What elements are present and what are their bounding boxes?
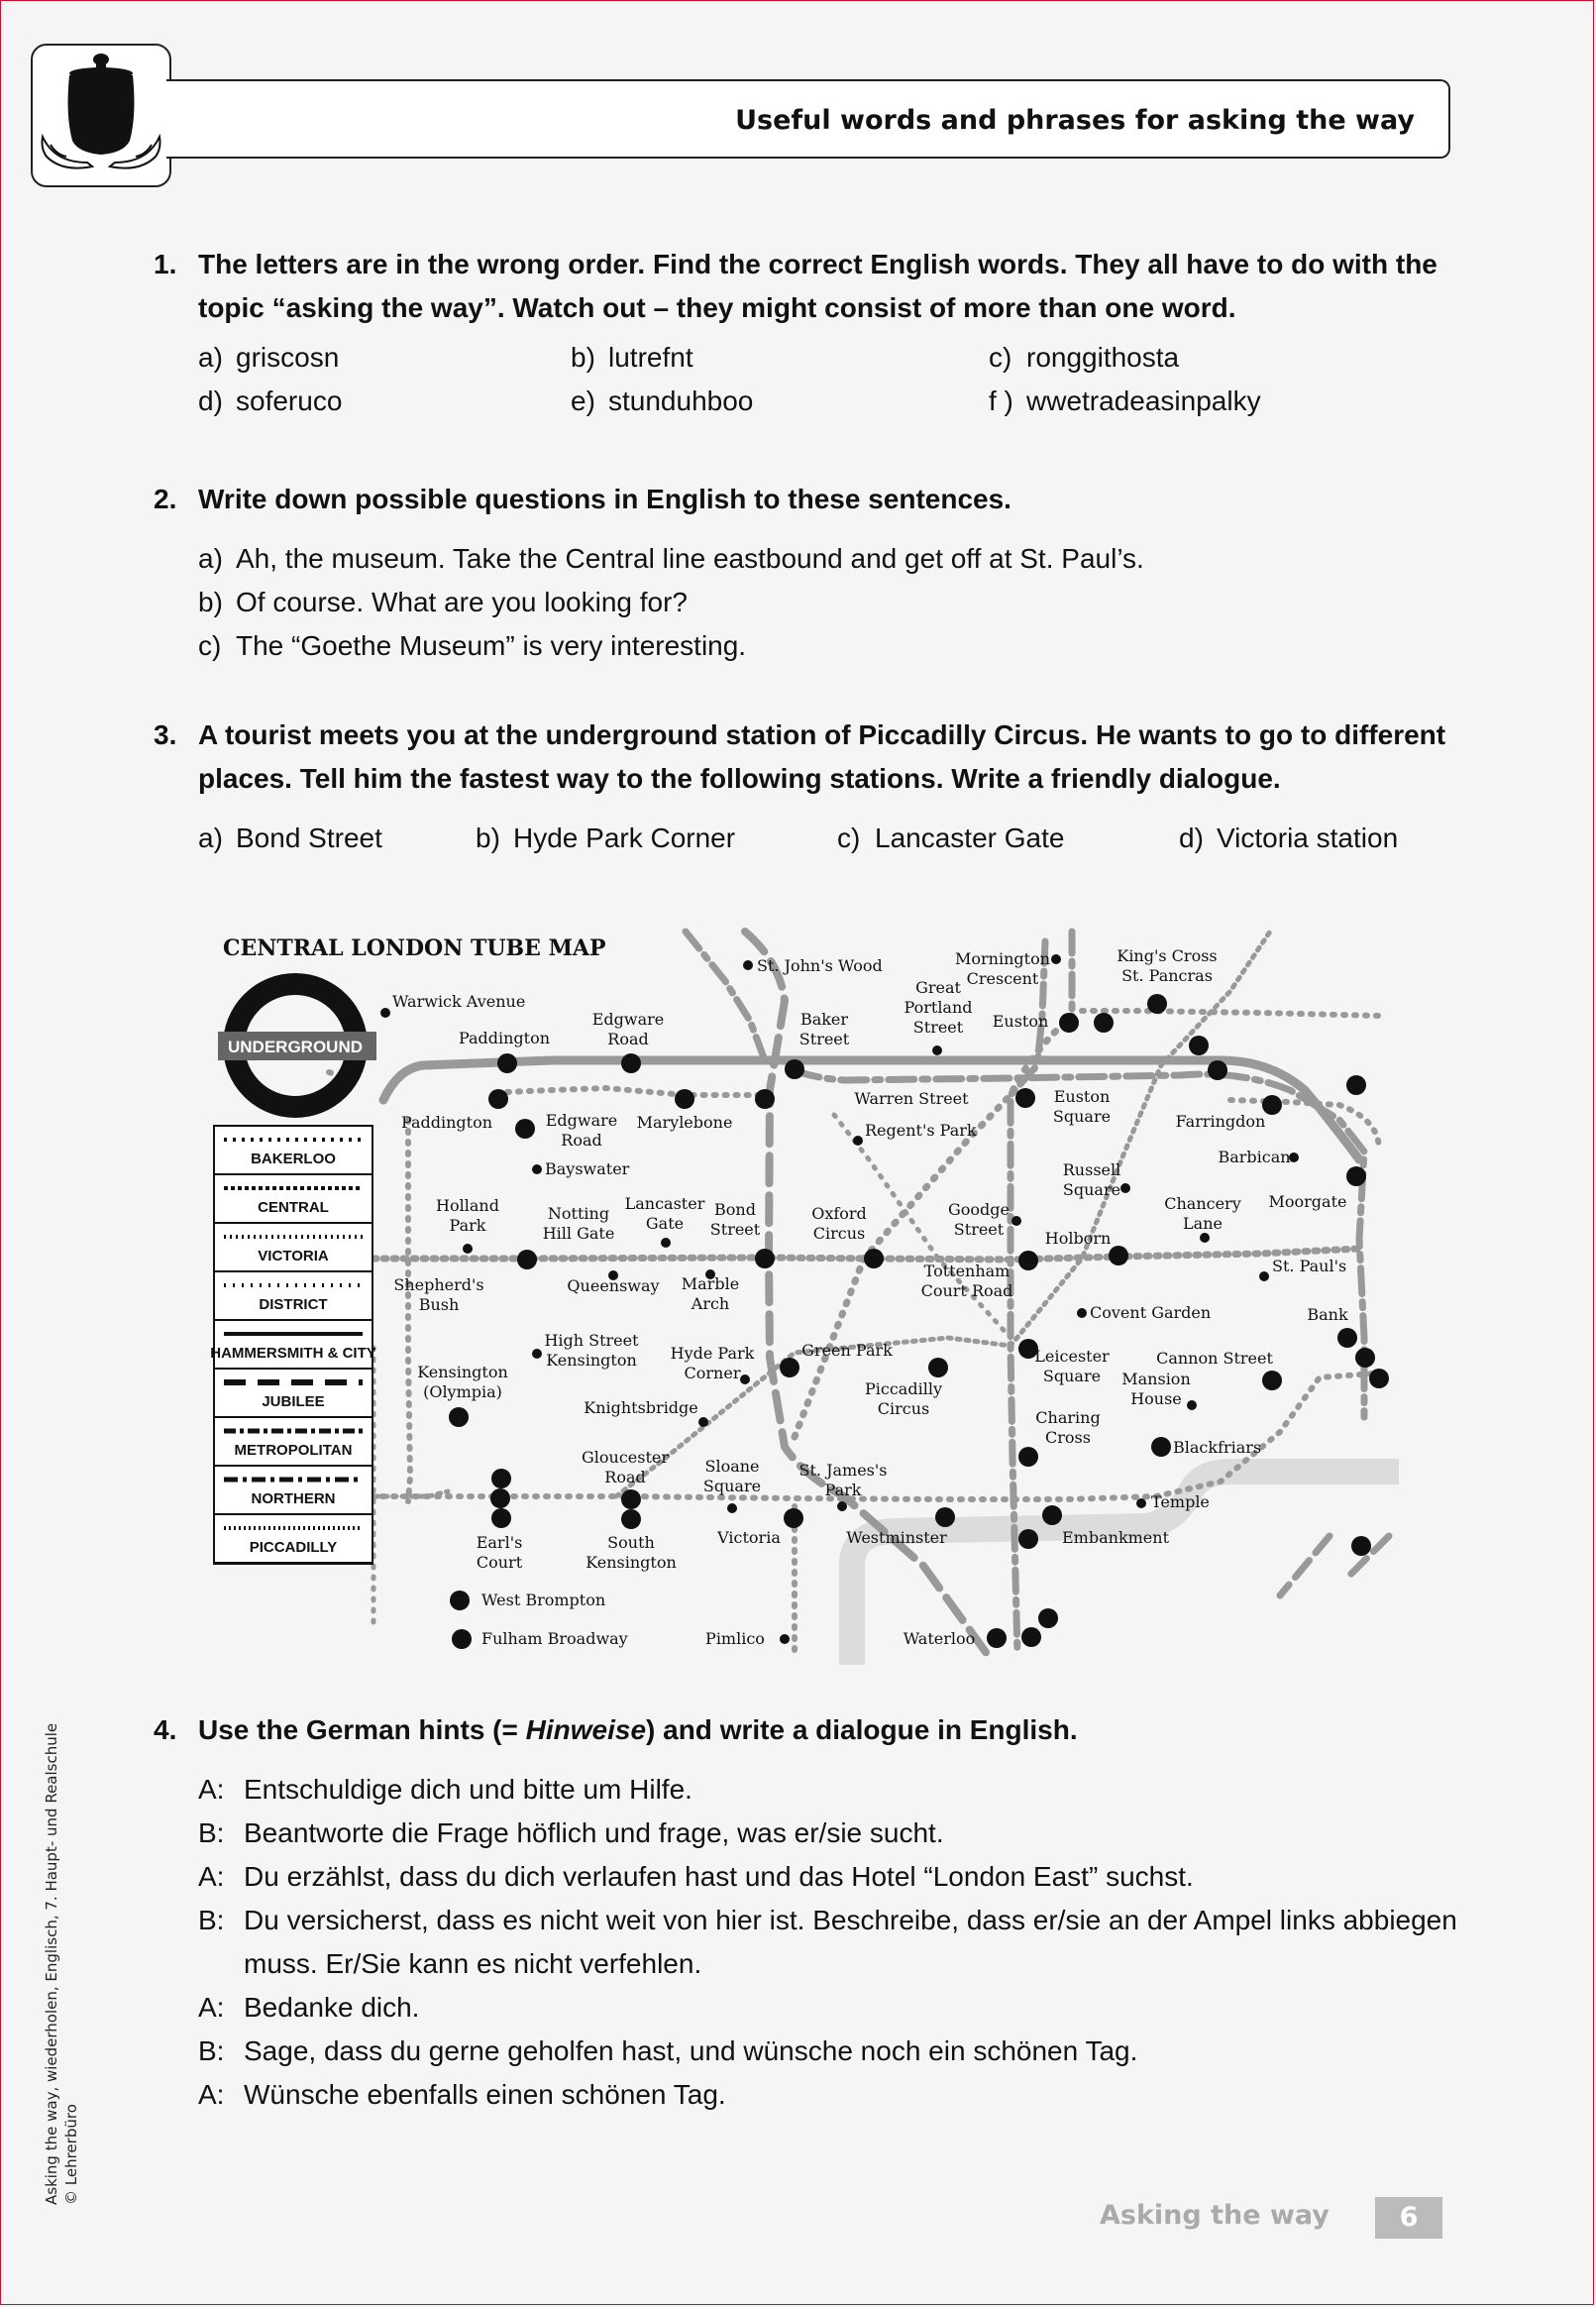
item-text: Ah, the museum. Take the Central line eastbound and get off at St. Paul’s. <box>236 543 1144 574</box>
station-label-covent-garden: Covent Garden <box>1090 1303 1212 1322</box>
exercise-instruction: A tourist meets you at the underground station of Piccadilly Circus. He wants to go to different places. Tell him the fastest way to the following stations. Write a friendly dialogue. <box>198 719 1446 794</box>
station-label-paddington-h: Paddington <box>458 1029 551 1047</box>
item-letter: d) <box>198 385 223 416</box>
station-label-barbican: Barbican <box>1218 1148 1291 1166</box>
station-label-notting-hill-gate: Notting Hill Gate <box>542 1204 615 1243</box>
station-label-cannon-street: Cannon Street <box>1156 1349 1273 1368</box>
dialogue-text: Bedanke dich. <box>244 1992 420 2023</box>
station-label-regents-park: Regent's Park <box>865 1121 977 1140</box>
dialogue-text: Beantworte die Frage höflich und frage, was er/sie sucht. <box>244 1817 944 1848</box>
legend-label: NORTHERN <box>251 1490 336 1507</box>
scrambled-word: griscosn <box>236 342 340 373</box>
station-label-leicester-square: Leicester Square <box>1034 1347 1110 1385</box>
tube-map <box>210 922 1399 1665</box>
station-label-pimlico: Pimlico <box>705 1629 765 1648</box>
legend-label: METROPOLITAN <box>234 1442 353 1459</box>
dialogue-text: Du versicherst, dass es nicht weit von hier ist. Beschreibe, dass er/sie an der Ampel links abbiegen muss. Er/Sie kann es nicht verfehlen. <box>244 1905 1457 1979</box>
station-label-euston-square: Euston Square <box>1052 1087 1112 1126</box>
word-row <box>154 380 1481 423</box>
list-item <box>198 537 1481 581</box>
station-label-hyde-park-corner: Hyde Park Corner <box>670 1344 755 1382</box>
exercise-number: 4. <box>154 1714 177 1745</box>
item-text: Of course. What are you looking for? <box>236 587 688 617</box>
station-targets-row <box>154 817 1481 860</box>
station-label-russell-square: Russell Square <box>1062 1160 1121 1199</box>
exercise-number: 1. <box>154 249 177 279</box>
item-letter: d) <box>1179 823 1204 853</box>
station-label-baker-street: Baker Street <box>798 1010 850 1048</box>
station-label-edgware-road-h: Edgware Road <box>591 1010 665 1048</box>
scrambled-word: wwetradeasinpalky <box>1026 385 1261 416</box>
station-label-high-street-kensington: High Street Kensington <box>544 1331 639 1370</box>
exercise-number: 2. <box>154 484 177 514</box>
instruction-part: ) and write a dialogue in English. <box>646 1714 1078 1745</box>
dialogue-line <box>198 1899 1481 1986</box>
exercise-4-question <box>154 1708 1481 1752</box>
dialogue-text: Du erzählst, dass du dich verlaufen hast und das Hotel “London East” suchst. <box>244 1861 1194 1892</box>
target-station: Lancaster Gate <box>875 823 1065 853</box>
station-label-mansion-house: Mansion House <box>1121 1370 1191 1408</box>
dialogue-line <box>198 1855 1481 1899</box>
speaker: B: <box>198 1905 225 1935</box>
station-label-gloucester-road: Gloucester Road <box>581 1448 670 1486</box>
station-label-mornington-crescent: Mornington Crescent <box>955 949 1050 988</box>
dialogue-list <box>198 1768 1481 2117</box>
station-label-bayswater: Bayswater <box>545 1159 630 1178</box>
station-label-victoria: Victoria <box>717 1528 781 1547</box>
legend-label: BAKERLOO <box>251 1151 336 1167</box>
station-label-fulham-broadway: Fulham Broadway <box>481 1629 628 1648</box>
speaker: A: <box>198 1774 225 1805</box>
item-text: The “Goethe Museum” is very interesting. <box>236 630 747 661</box>
pot-in-hands-icon <box>33 46 169 185</box>
station-label-st-johns-wood: St. John's Wood <box>757 956 883 975</box>
target-station: Hyde Park Corner <box>513 823 736 853</box>
station-label-green-park: Green Park <box>801 1341 893 1360</box>
station-label-charing-cross: Charing Cross <box>1035 1408 1101 1447</box>
roundel-label: UNDERGROUND <box>228 1038 363 1056</box>
item-letter: a) <box>198 543 223 574</box>
tube-map-graphic <box>210 922 1399 1665</box>
station-label-queensway: Queensway <box>567 1276 660 1295</box>
station-label-chancery-lane: Chancery Lane <box>1164 1194 1241 1233</box>
station-label-knightsbridge: Knightsbridge <box>584 1398 698 1417</box>
exercise-3 <box>154 714 1481 860</box>
station-label-euston: Euston <box>992 1012 1049 1031</box>
station-label-farringdon: Farringdon <box>1175 1112 1266 1131</box>
station-label-kensington-olympia: Kensington (Olympia) <box>417 1363 508 1401</box>
copyright-note <box>42 1723 81 2205</box>
exercise-4 <box>154 1708 1481 2117</box>
line-central <box>284 1249 1359 1260</box>
scrambled-word: lutrefnt <box>608 342 693 373</box>
dialogue-text: Entschuldige dich und bitte um Hilfe. <box>244 1774 692 1805</box>
station-label-embankment: Embankment <box>1062 1528 1170 1547</box>
station-label-piccadilly-circus: Piccadilly Circus <box>865 1379 942 1418</box>
station-label-temple: Temple <box>1151 1492 1210 1511</box>
underground-roundel-icon <box>218 984 376 1107</box>
station-label-earls-court: Earl's Court <box>476 1533 523 1572</box>
station-label-moorgate: Moorgate <box>1268 1192 1347 1211</box>
speaker: A: <box>198 1861 225 1892</box>
list-item <box>198 624 1481 668</box>
instruction-part: Use the German hints (= <box>198 1714 526 1745</box>
legend-label: JUBILEE <box>262 1393 325 1410</box>
station-label-bond-street: Bond Street <box>709 1200 761 1239</box>
scrambled-word: ronggithosta <box>1026 342 1180 373</box>
exercise-1-question <box>154 243 1481 330</box>
speaker: A: <box>198 2079 225 2110</box>
source-line: Asking the way, wiederholen, Englisch, 7. Haupt- und Realschule <box>43 1722 60 2205</box>
station-label-edgware-road-b: Edgware Road <box>545 1111 618 1150</box>
legend-label: HAMMERSMITH & CITY <box>210 1345 376 1362</box>
exercise-number: 3. <box>154 719 177 750</box>
scrambled-word: stunduhboo <box>608 385 754 416</box>
station-label-holborn: Holborn <box>1044 1229 1112 1248</box>
page-title: Useful words and phrases for asking the way <box>735 105 1415 136</box>
station-label-marble-arch: Marble Arch <box>681 1274 740 1313</box>
legend-label: PICCADILLY <box>249 1539 338 1556</box>
exercise-3-question <box>154 714 1481 801</box>
footer-title: Asking the way <box>1100 2200 1330 2231</box>
sentence-list <box>198 537 1481 668</box>
exercise-instruction: The letters are in the wrong order. Find the correct English words. They all have to do with the topic “asking the way”. Watch out – they might consist of more than one word. <box>198 249 1437 323</box>
item-letter: c) <box>837 823 861 853</box>
station-label-sloane-square: Sloane Square <box>702 1457 762 1495</box>
station-label-shepherds-bush: Shepherd's Bush <box>393 1275 484 1314</box>
dialogue-line <box>198 1768 1481 1812</box>
item-letter: c) <box>989 342 1012 373</box>
item-letter: b) <box>476 823 500 853</box>
list-item <box>198 581 1481 624</box>
exercise-1 <box>154 243 1481 423</box>
station-label-paddington-b: Paddington <box>400 1113 493 1132</box>
station-label-warren-street: Warren Street <box>854 1089 969 1108</box>
station-label-oxford-circus: Oxford Circus <box>811 1204 867 1243</box>
legend-label: VICTORIA <box>258 1248 329 1264</box>
legend-label: CENTRAL <box>258 1199 329 1216</box>
station-label-lancaster-gate: Lancaster Gate <box>624 1194 705 1233</box>
speaker: B: <box>198 1817 225 1848</box>
item-letter: a) <box>198 342 223 373</box>
legend-label: DISTRICT <box>259 1296 328 1313</box>
station-label-west-brompton: West Brompton <box>481 1591 606 1609</box>
station-label-bank: Bank <box>1307 1305 1348 1324</box>
dialogue-line <box>198 1986 1481 2030</box>
line-legend <box>210 1126 376 1564</box>
exercise-2-question <box>154 478 1481 521</box>
station-label-waterloo: Waterloo <box>903 1629 976 1648</box>
station-label-st-pauls: St. Paul's <box>1272 1257 1347 1275</box>
item-letter: a) <box>198 823 223 853</box>
page-number: 6 <box>1375 2197 1442 2239</box>
scrambled-word: soferuco <box>236 385 343 416</box>
target-station: Bond Street <box>236 823 382 853</box>
target-station: Victoria station <box>1217 823 1399 853</box>
station-label-goodge-street: Goodge Street <box>948 1200 1010 1239</box>
dialogue-line <box>198 2030 1481 2073</box>
map-title: CENTRAL LONDON TUBE MAP <box>223 935 606 961</box>
exercise-2 <box>154 478 1481 668</box>
station-label-south-kensington: South Kensington <box>585 1533 677 1572</box>
logo-box <box>31 44 171 187</box>
instruction-emphasis: Hinweise <box>525 1714 647 1745</box>
station-label-westminster: Westminster <box>846 1528 947 1547</box>
dialogue-line <box>198 2073 1481 2117</box>
station-label-marylebone: Marylebone <box>636 1113 733 1132</box>
item-letter: c) <box>198 630 222 661</box>
dialogue-text: Wünsche ebenfalls einen schönen Tag. <box>244 2079 726 2110</box>
exercise-instruction: Write down possible questions in English to these sentences. <box>198 484 1011 514</box>
exercise-instruction <box>198 1708 1481 1752</box>
item-letter: f ) <box>989 385 1013 416</box>
copyright-line: © Lehrerbüro <box>62 2104 80 2205</box>
station-label-great-portland-street: Great Portland Street <box>904 978 973 1037</box>
station-label-blackfriars: Blackfriars <box>1173 1438 1262 1457</box>
station-label-tottenham-court-road: Tottenham Court Road <box>920 1262 1013 1300</box>
item-letter: e) <box>571 385 595 416</box>
title-box <box>166 79 1450 159</box>
item-letter: b) <box>198 587 223 617</box>
station-label-holland-park: Holland Park <box>436 1196 499 1235</box>
word-row <box>154 336 1481 380</box>
item-letter: b) <box>571 342 595 373</box>
dialogue-line <box>198 1812 1481 1855</box>
station-label-kings-cross: King's Cross St. Pancras <box>1117 946 1218 985</box>
speaker: A: <box>198 1992 225 2023</box>
station-label-warwick-avenue: Warwick Avenue <box>392 992 526 1011</box>
dialogue-text: Sage, dass du gerne geholfen hast, und wünsche noch ein schönen Tag. <box>244 2035 1138 2066</box>
speaker: B: <box>198 2035 225 2066</box>
station-label-st-jamess-park: St. James's Park <box>798 1461 888 1499</box>
